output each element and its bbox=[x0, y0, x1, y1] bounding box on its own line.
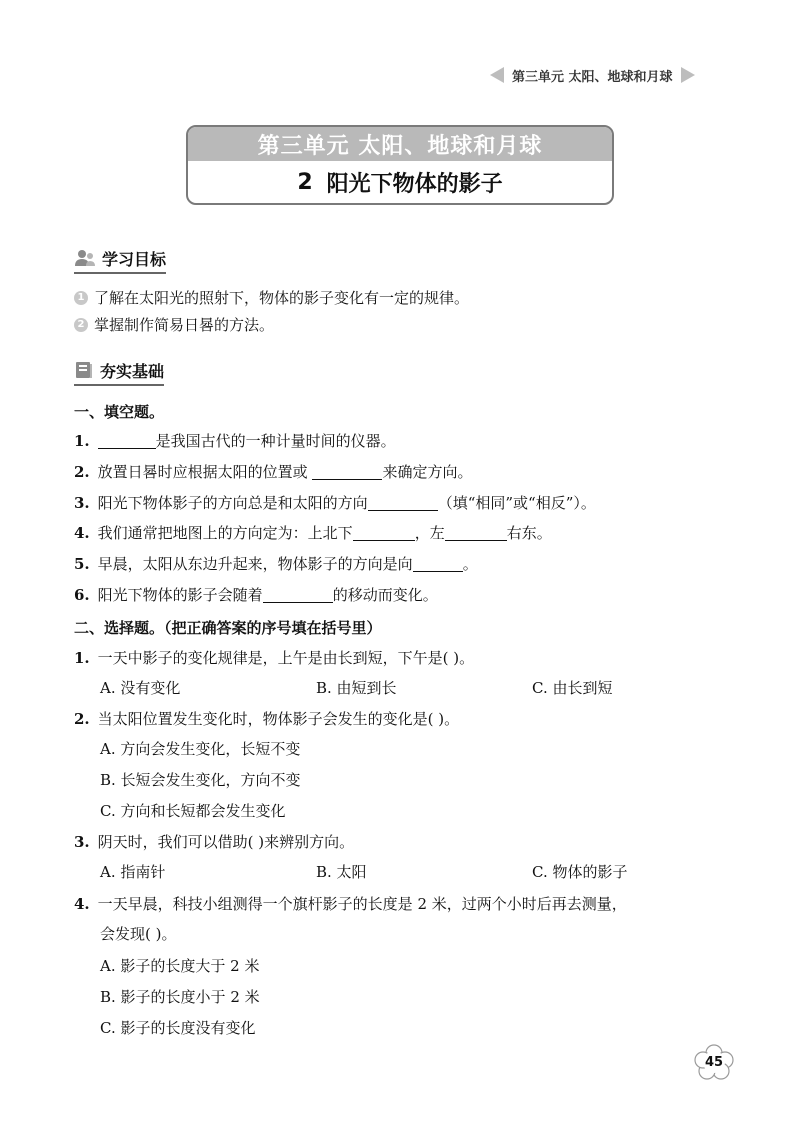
answer-blank[interactable] bbox=[413, 556, 463, 572]
fill-question: 6. 阳光下物体的影子会随着 的移动而变化。 bbox=[74, 586, 438, 604]
goal-item bbox=[74, 287, 469, 308]
basics-heading-text: 夯实基础 bbox=[100, 361, 165, 381]
choice-option[interactable]: A. 方向会发生变化，长短不变 bbox=[100, 740, 301, 758]
fill-question: 2. 放置日晷时应根据太阳的位置或 来确定方向。 bbox=[74, 463, 473, 481]
choice-option[interactable]: C. 由长到短 bbox=[532, 679, 613, 697]
goals-heading-text: 学习目标 bbox=[102, 249, 167, 269]
choice-question: 2. 当太阳位置发生变化时，物体影子会发生的变化是( )。 bbox=[74, 710, 460, 728]
page-number-text: 45 bbox=[704, 1054, 724, 1070]
fill-question: 5. 早晨，太阳从东边升起来，物体影子的方向是向 。 bbox=[74, 555, 478, 573]
people-icon bbox=[74, 248, 96, 268]
running-header bbox=[490, 64, 730, 86]
triangle-right-icon bbox=[681, 67, 695, 83]
choice-question: 1. 一天中影子的变化规律是，上午是由长到短，下午是( )。 bbox=[74, 649, 475, 667]
lesson-title bbox=[188, 161, 612, 203]
answer-blank[interactable] bbox=[445, 525, 507, 541]
answer-blank[interactable] bbox=[98, 433, 156, 449]
goal-number-badge: 1 bbox=[74, 291, 88, 305]
choice-option[interactable]: B. 太阳 bbox=[316, 863, 367, 881]
choice-options bbox=[100, 861, 700, 882]
choice-option[interactable]: C. 影子的长度没有变化 bbox=[100, 1019, 256, 1037]
answer-blank[interactable] bbox=[312, 464, 382, 480]
choice-option[interactable]: B. 长短会发生变化，方向不变 bbox=[100, 771, 301, 789]
fill-question: 1. 是我国古代的一种计量时间的仪器。 bbox=[74, 432, 396, 450]
choice-option[interactable]: C. 物体的影子 bbox=[532, 863, 628, 881]
fill-section-title: 一、填空题。 bbox=[74, 403, 165, 421]
fill-question: 4. 我们通常把地图上的方向定为：上北下 ，左 右东。 bbox=[74, 524, 552, 542]
unit-title: 第三单元 太阳、地球和月球 bbox=[188, 127, 612, 161]
choice-option[interactable]: B. 影子的长度小于 2 米 bbox=[100, 988, 260, 1006]
choice-option[interactable]: C. 方向和长短都会发生变化 bbox=[100, 802, 286, 820]
triangle-left-icon bbox=[490, 67, 504, 83]
choice-option[interactable]: B. 由短到长 bbox=[316, 679, 397, 697]
choice-option[interactable]: A. 指南针 bbox=[100, 863, 166, 881]
answer-blank[interactable] bbox=[368, 495, 438, 511]
choice-options bbox=[100, 677, 700, 698]
goals-heading bbox=[74, 246, 166, 274]
answer-blank[interactable] bbox=[353, 525, 415, 541]
lesson-number: 2 bbox=[297, 169, 313, 195]
choice-option[interactable]: A. 影子的长度大于 2 米 bbox=[100, 957, 260, 975]
running-header-text: 第三单元 太阳、地球和月球 bbox=[512, 69, 673, 85]
choice-question-continuation: 会发现( )。 bbox=[100, 925, 177, 943]
goal-item bbox=[74, 314, 274, 335]
answer-blank[interactable] bbox=[263, 587, 333, 603]
book-icon bbox=[74, 360, 94, 380]
goal-number-badge: 2 bbox=[74, 318, 88, 332]
choice-option[interactable]: A. 没有变化 bbox=[100, 679, 181, 697]
chapter-title-box bbox=[186, 125, 614, 205]
goal-text: 掌握制作简易日晷的方法。 bbox=[94, 316, 275, 334]
lesson-title-text: 阳光下物体的影子 bbox=[326, 171, 503, 197]
fill-question: 3. 阳光下物体影子的方向总是和太阳的方向 （填“相同”或“相反”）。 bbox=[74, 494, 596, 512]
choice-question: 4. 一天早晨，科技小组测得一个旗杆影子的长度是 2 米，过两个小时后再去测量， bbox=[74, 895, 627, 913]
choice-question: 3. 阴天时，我们可以借助( )来辨别方向。 bbox=[74, 833, 355, 851]
basics-heading bbox=[74, 358, 164, 386]
choice-section-title: 二、选择题。（把正确答案的序号填在括号里） bbox=[74, 619, 382, 637]
goal-text: 了解在太阳光的照射下，物体的影子变化有一定的规律。 bbox=[94, 289, 470, 307]
page-number bbox=[692, 1044, 736, 1080]
